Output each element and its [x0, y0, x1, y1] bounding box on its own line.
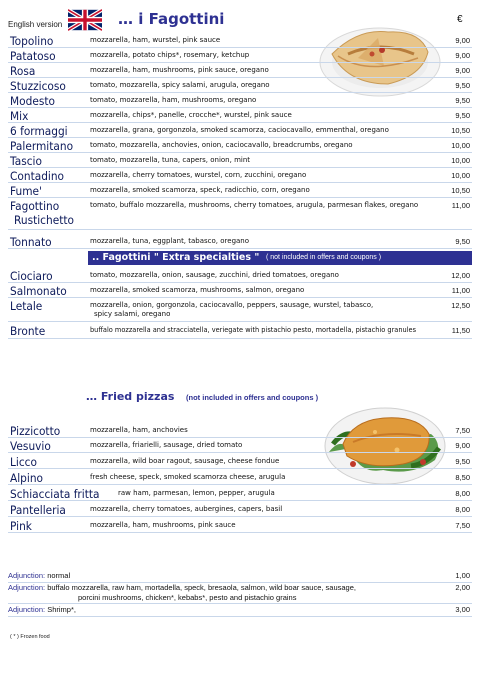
menu-item-palermitano [8, 139, 472, 153]
item-price: 10,00 [451, 171, 470, 180]
item-price: 10,00 [451, 156, 470, 165]
menu-item-fume [8, 184, 472, 198]
menu-item-bronte [8, 324, 472, 339]
item-name: Contadino [10, 169, 65, 183]
item-name: Modesto [10, 94, 55, 108]
item-description: tomato, mozzarella, anchovies, onion, caciocavallo, breadcrumbs, oregano [90, 141, 353, 149]
item-name: Rosa [10, 64, 36, 78]
item-name: Tonnato [10, 235, 52, 249]
item-description: tomato, mozzarella, tuna, capers, onion, mint [90, 156, 251, 164]
adjunction-row [8, 583, 472, 604]
item-price: 9,50 [455, 81, 470, 90]
item-name: Letale [10, 299, 43, 313]
adjunction-text: normal [47, 571, 71, 580]
menu-item-rosa [8, 64, 472, 78]
item-name: Schiacciata fritta [10, 487, 100, 501]
item-name: Pink [10, 519, 32, 533]
item-price: 11,50 [451, 326, 470, 335]
item-description: mozzarella, ham, wurstel, pink sauce [90, 36, 221, 44]
item-price: 9,50 [455, 237, 470, 246]
fried-note: (not included in offers and coupons ) [186, 393, 319, 402]
item-price: 9,00 [455, 36, 470, 45]
menu-item-6-formaggi [8, 124, 472, 138]
adjunction-row [8, 605, 472, 617]
item-name: Vesuvio [10, 439, 51, 453]
item-price: 10,00 [451, 141, 470, 150]
item-price: 8,00 [455, 489, 470, 498]
item-name: Pantelleria [10, 503, 66, 517]
adjunction-label: Adjunction: [8, 605, 46, 614]
item-price: 10,50 [451, 126, 470, 135]
menu-item-licco [8, 455, 472, 469]
item-name: Palermitano [10, 139, 74, 153]
item-description: mozzarella, tuna, eggplant, tabasco, oregano [90, 237, 250, 245]
item-name: Licco [10, 455, 37, 469]
item-description: mozzarella, smoked scamorza, mushrooms, salmon, oregano [90, 286, 305, 294]
adjunction-label: Adjunction: [8, 583, 46, 592]
item-description: mozzarella, smoked scamorza, speck, radicchio, corn, oregano [90, 186, 310, 194]
adjunction-price: 2,00 [455, 583, 470, 592]
menu-item-modesto [8, 94, 472, 108]
item-price: 9,50 [455, 111, 470, 120]
item-price: 9,50 [455, 96, 470, 105]
item-description: mozzarella, ham, anchovies [90, 426, 188, 434]
item-name: Bronte [10, 324, 46, 338]
item-description: buffalo mozzarella and stracciatella, veriegate with pistachio pesto, mortadella, pistachio granules [90, 326, 417, 334]
item-name: Stuzzicoso [10, 79, 66, 93]
specialties-title: .. Fagottini " Extra specialties " [92, 252, 260, 263]
menu-item-salmonato [8, 284, 472, 298]
adjunction-price: 1,00 [455, 571, 470, 580]
item-description: mozzarella, onion, gorgonzola, caciocavallo, peppers, sausage, wurstel, tabasco, [90, 301, 374, 309]
item-price: 10,50 [451, 186, 470, 195]
item-name: Fume' [10, 184, 42, 198]
item-price: 12,00 [451, 271, 470, 280]
item-name-line2: Rustichetto [14, 213, 74, 227]
item-description: fresh cheese, speck, smoked scamorza cheese, arugula [90, 473, 286, 481]
menu-item-fagottino-rustichetto [8, 199, 472, 230]
currency-symbol: € [457, 14, 463, 25]
item-name: Alpino [10, 471, 44, 485]
footnote-frozen: ( * ) Frozen food [10, 634, 50, 640]
menu-item-mix [8, 109, 472, 123]
item-name: Fagottino [10, 199, 60, 213]
menu-item-ciociaro [8, 269, 472, 283]
item-price: 7,50 [455, 521, 470, 530]
uk-flag-icon[interactable] [68, 9, 102, 31]
item-name: Salmonato [10, 284, 67, 298]
item-price: 8,00 [455, 505, 470, 514]
item-name: Ciociaro [10, 269, 53, 283]
menu-item-contadino [8, 169, 472, 183]
item-price: 7,50 [455, 426, 470, 435]
item-name: 6 formaggi [10, 124, 68, 138]
item-price: 11,00 [451, 201, 470, 210]
section-title-fagottini: … i Fagottini [118, 10, 225, 28]
menu-item-topolino [8, 34, 472, 48]
item-description-line2: spicy salami, oregano [94, 310, 171, 318]
item-name: Mix [10, 109, 29, 123]
item-price: 11,00 [451, 286, 470, 295]
item-price: 9,50 [455, 457, 470, 466]
item-description: tomato, buffalo mozzarella, mushrooms, cherry tomatoes, arugula, parmesan flakes, oregano [90, 201, 419, 209]
item-name: Patatoso [10, 49, 56, 63]
item-name: Tascio [10, 154, 42, 168]
item-name: Topolino [10, 34, 54, 48]
adjunction-price: 3,00 [455, 605, 470, 614]
specialties-note: ( not included in offers and coupons ) [266, 254, 382, 261]
item-description: raw ham, parmesan, lemon, pepper, arugula [118, 489, 275, 497]
item-description: mozzarella, potato chips*, rosemary, ketchup [90, 51, 250, 59]
adjunction-text: Shrimp*, [47, 605, 76, 614]
adjunction-row [8, 571, 472, 583]
item-description: tomato, mozzarella, ham, mushrooms, oregano [90, 96, 257, 104]
item-price: 9,00 [455, 66, 470, 75]
item-description: mozzarella, friarielli, sausage, dried tomato [90, 441, 243, 449]
menu-item-tascio [8, 154, 472, 168]
menu-item-pizzicotto [8, 424, 472, 438]
item-description: mozzarella, cherry tomatoes, wurstel, corn, zucchini, oregano [90, 171, 307, 179]
item-description: mozzarella, grana, gorgonzola, smoked scamorza, caciocavallo, emmenthal, oregano [90, 126, 389, 134]
section-title-fried-pizzas: … Fried pizzas [86, 390, 175, 403]
item-description: tomato, mozzarella, onion, sausage, zucchini, dried tomatoes, oregano [90, 271, 339, 279]
item-description: mozzarella, ham, mushrooms, pink sauce [90, 521, 236, 529]
item-description: mozzarella, chips*, panelle, crocche*, wurstel, pink sauce [90, 111, 292, 119]
menu-item-patatoso [8, 49, 472, 63]
adjunction-text-line2: porcini mushrooms, chicken*, kebabs*, pesto and pistachio grains [78, 593, 297, 602]
menu-item-stuzzicoso [8, 79, 472, 93]
menu-item-vesuvio [8, 439, 472, 453]
item-description: mozzarella, cherry tomatoes, aubergines, capers, basil [90, 505, 283, 513]
menu-item-tonnato [8, 233, 472, 249]
menu-item-schiacciata-fritta [8, 487, 472, 501]
item-name: Pizzicotto [10, 424, 61, 438]
menu-item-alpino [8, 471, 472, 485]
item-price: 9,00 [455, 51, 470, 60]
item-description: tomato, mozzarella, spicy salami, arugula, oregano [90, 81, 270, 89]
item-description: mozzarella, ham, mushrooms, pink sauce, oregano [90, 66, 269, 74]
item-price: 8,50 [455, 473, 470, 482]
language-label: English version [8, 20, 63, 29]
adjunction-text: buffalo mozzarella, raw ham, mortadella, speck, bresaola, salmon, wild boar sauce, sausage, [47, 583, 356, 592]
item-price: 9,00 [455, 441, 470, 450]
menu-item-pink [8, 519, 472, 533]
item-description: mozzarella, wild boar ragout, sausage, cheese fondue [90, 457, 280, 465]
menu-item-letale [8, 299, 472, 322]
specialties-banner [88, 251, 472, 265]
item-price: 12,50 [451, 301, 470, 310]
menu-item-pantelleria [8, 503, 472, 517]
adjunction-label: Adjunction: [8, 571, 46, 580]
